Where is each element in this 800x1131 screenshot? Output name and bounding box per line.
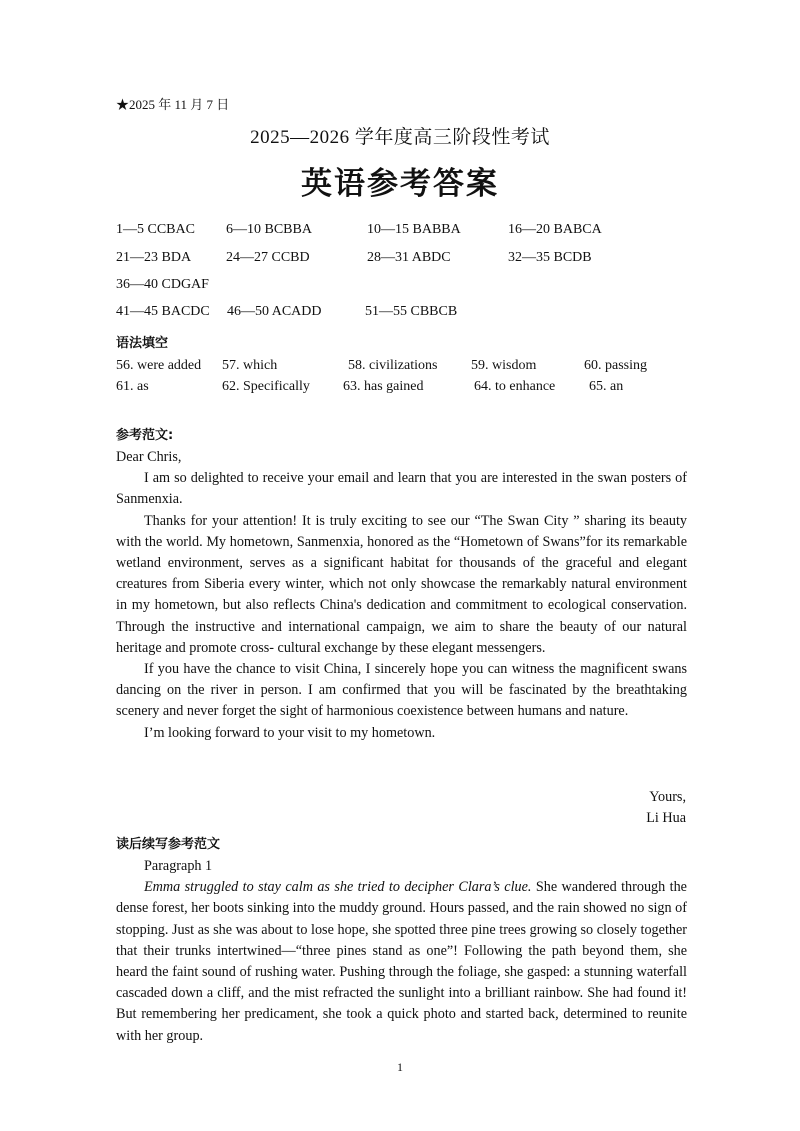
answer-group: 24—27 CCBD [226,250,310,265]
continuation-paragraph [116,877,687,1047]
essay-paragraph: I’m looking forward to your visit to my hometown. [144,724,436,741]
answer-group: 28—31 ABDC [367,250,451,265]
essay-closing: Yours, [649,789,686,805]
fill-answer: 58. civilizations [348,358,438,373]
essay-paragraph: If you have the chance to visit China, I sincerely hope you can witness the magnificent swans dancing on the river in person. I am confirmed that you will be fascinated by the breathtaking scenery and never forget the sight of harmonious coexistence between humans and nature. [116,661,687,720]
grammar-fill-heading: 语法填空 [116,336,169,351]
opening-sentence: Emma struggled to stay calm as she tried to decipher Clara’s clue. [144,879,532,896]
answer-group: 41—45 BACDC [116,304,210,319]
essay-signature: Li Hua [646,810,686,826]
essay-salutation: Dear Chris, [116,449,182,465]
continuation-heading: 读后续写参考范文 [116,837,221,852]
fill-answer: 62. Specifically [222,379,310,394]
fill-answer: 61. as [116,379,149,394]
exam-date: ★2025 年 11 月 7 日 [116,97,230,112]
answer-group: 1—5 CCBAC [116,222,195,237]
page-number: 1 [397,1060,403,1074]
answer-group: 46—50 ACADD [227,304,322,319]
fill-answer: 60. passing [584,358,647,373]
answer-group: 32—35 BCDB [508,250,592,265]
fill-answer: 59. wisdom [471,358,537,373]
essay-heading: 参考范文: [116,428,174,443]
paragraph-label: Paragraph 1 [144,858,213,874]
answer-group: 36—40 CDGAF [116,277,209,292]
essay-body [116,447,687,744]
essay-paragraph: I am so delighted to receive your email and learn that you are interested in the swan posters of Sanmenxia. [116,470,687,508]
answer-group: 21—23 BDA [116,250,192,265]
subject-title: 英语参考答案 [301,166,499,202]
answer-group: 16—20 BABCA [508,222,602,237]
essay-paragraph: Thanks for your attention! It is truly exciting to see our “The Swan City ” sharing its beauty with the world. My hometown, Sanmenxia, honored as the “Hometown of Swans”for its remarkable wetland environment, serves as a significant habitat for thousands of the graceful and elegant creatures from Siberia every winter, which not only showcase the remarkably natural environment in my hometown, but also reflects China's dedication and commitment to ecological conservation. Through the instructive and international campaign, we aim to share the beauty of our natural heritage and promote cross- cultural exchange by these elegant messengers. [116,512,687,656]
fill-answer: 65. an [589,379,624,394]
answer-group: 6—10 BCBBA [226,222,312,237]
fill-answer: 64. to enhance [474,379,556,394]
answer-group: 51—55 CBBCB [365,304,458,319]
fill-answer: 56. were added [116,358,202,373]
exam-title: 2025—2026 学年度高三阶段性考试 [250,127,550,148]
continuation-body [116,856,687,1047]
answer-group: 10—15 BABBA [367,222,461,237]
fill-answer: 57. which [222,358,278,373]
fill-answer: 63. has gained [343,379,424,394]
continuation-text: She wandered through the dense forest, her boots sinking into the muddy ground. Hours passed, and the rain showed no sign of stopping. Just as she was about to lose hope, she spotted three pine trees growing so closely together that their trunks intertwined—“three pines stand as one”! Following the path beyond them, she heard the faint sound of rushing water. Pushing through the foliage, she gasped: a stunning waterfall cascaded down a cliff, and the mist refracted the sunlight into a brilliant rainbow. She had found it! But remembering her predicament, she took a quick photo and started back, determined to reunite with her group. [116,879,687,1044]
